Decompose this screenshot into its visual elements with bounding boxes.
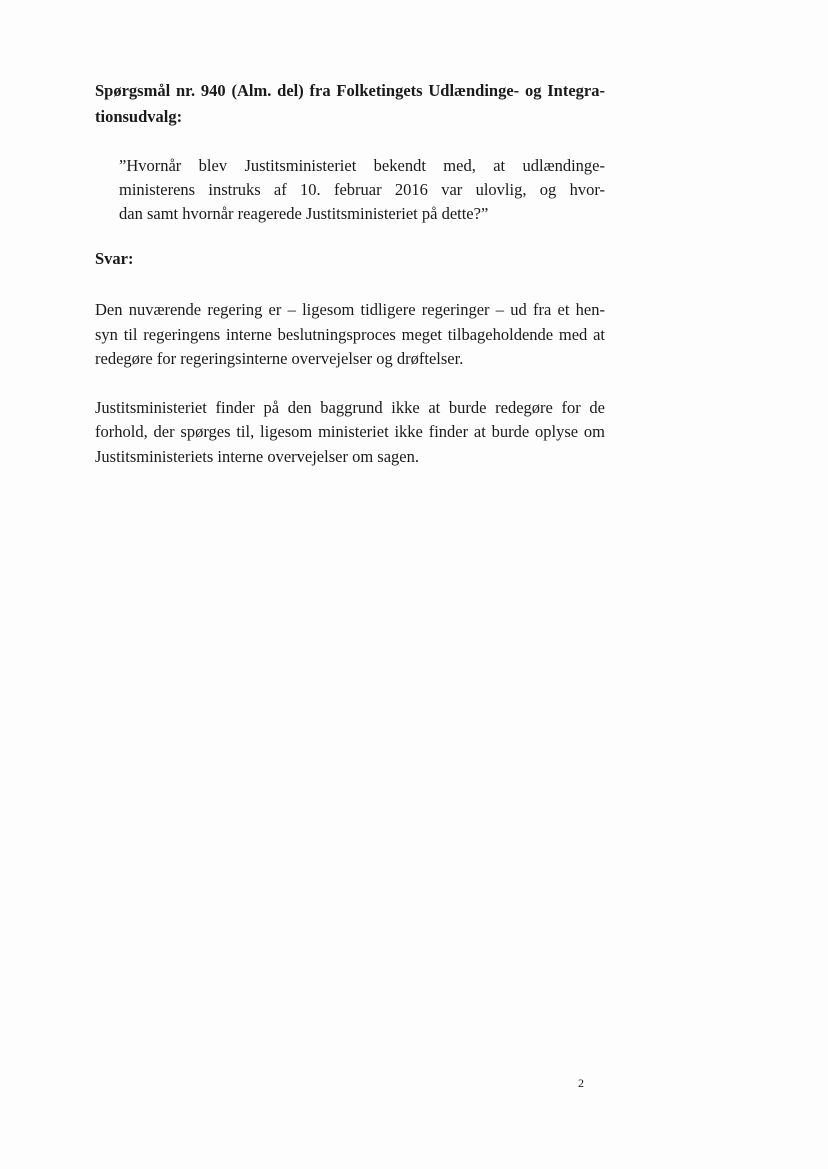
question-heading-line: Spørgsmål nr. 940 (Alm. del) fra Folketingets Udlændinge- og Integra- xyxy=(95,81,605,100)
quote-line: ministerens instruks af 10. februar 2016 var ulovlig, og hvor- xyxy=(119,180,605,199)
question-quote xyxy=(119,154,605,226)
paragraph-line: Justitsministeriets interne overvejelser om sagen. xyxy=(95,446,419,466)
question-heading-line: tionsudvalg: xyxy=(95,107,183,126)
paragraph-line: Justitsministeriet finder på den baggrund ikke at burde redegøre for de xyxy=(95,397,605,417)
document-body xyxy=(95,78,605,469)
question-heading xyxy=(95,78,605,130)
quote-line: dan samt hvornår reagerede Justitsministeriet på dette?” xyxy=(119,204,489,223)
answer-paragraph-1 xyxy=(95,298,605,372)
paragraph-line: redegøre for regeringsinterne overvejelser og drøftelser. xyxy=(95,349,464,368)
paragraph-line: forhold, der spørges til, ligesom ministeriet ikke finder at burde oplyse om xyxy=(95,422,605,441)
paragraph-line: syn til regeringens interne beslutningsproces meget tilbageholdende med at xyxy=(95,324,605,344)
answer-label: Svar: xyxy=(95,249,134,268)
page-number: 2 xyxy=(578,1076,584,1090)
quote-line: ”Hvornår blev Justitsministeriet bekendt med, at udlændinge- xyxy=(119,156,605,175)
answer-paragraph-2 xyxy=(95,396,605,470)
paragraph-line: Den nuværende regering er – ligesom tidligere regeringer – ud fra et hen- xyxy=(95,300,605,319)
